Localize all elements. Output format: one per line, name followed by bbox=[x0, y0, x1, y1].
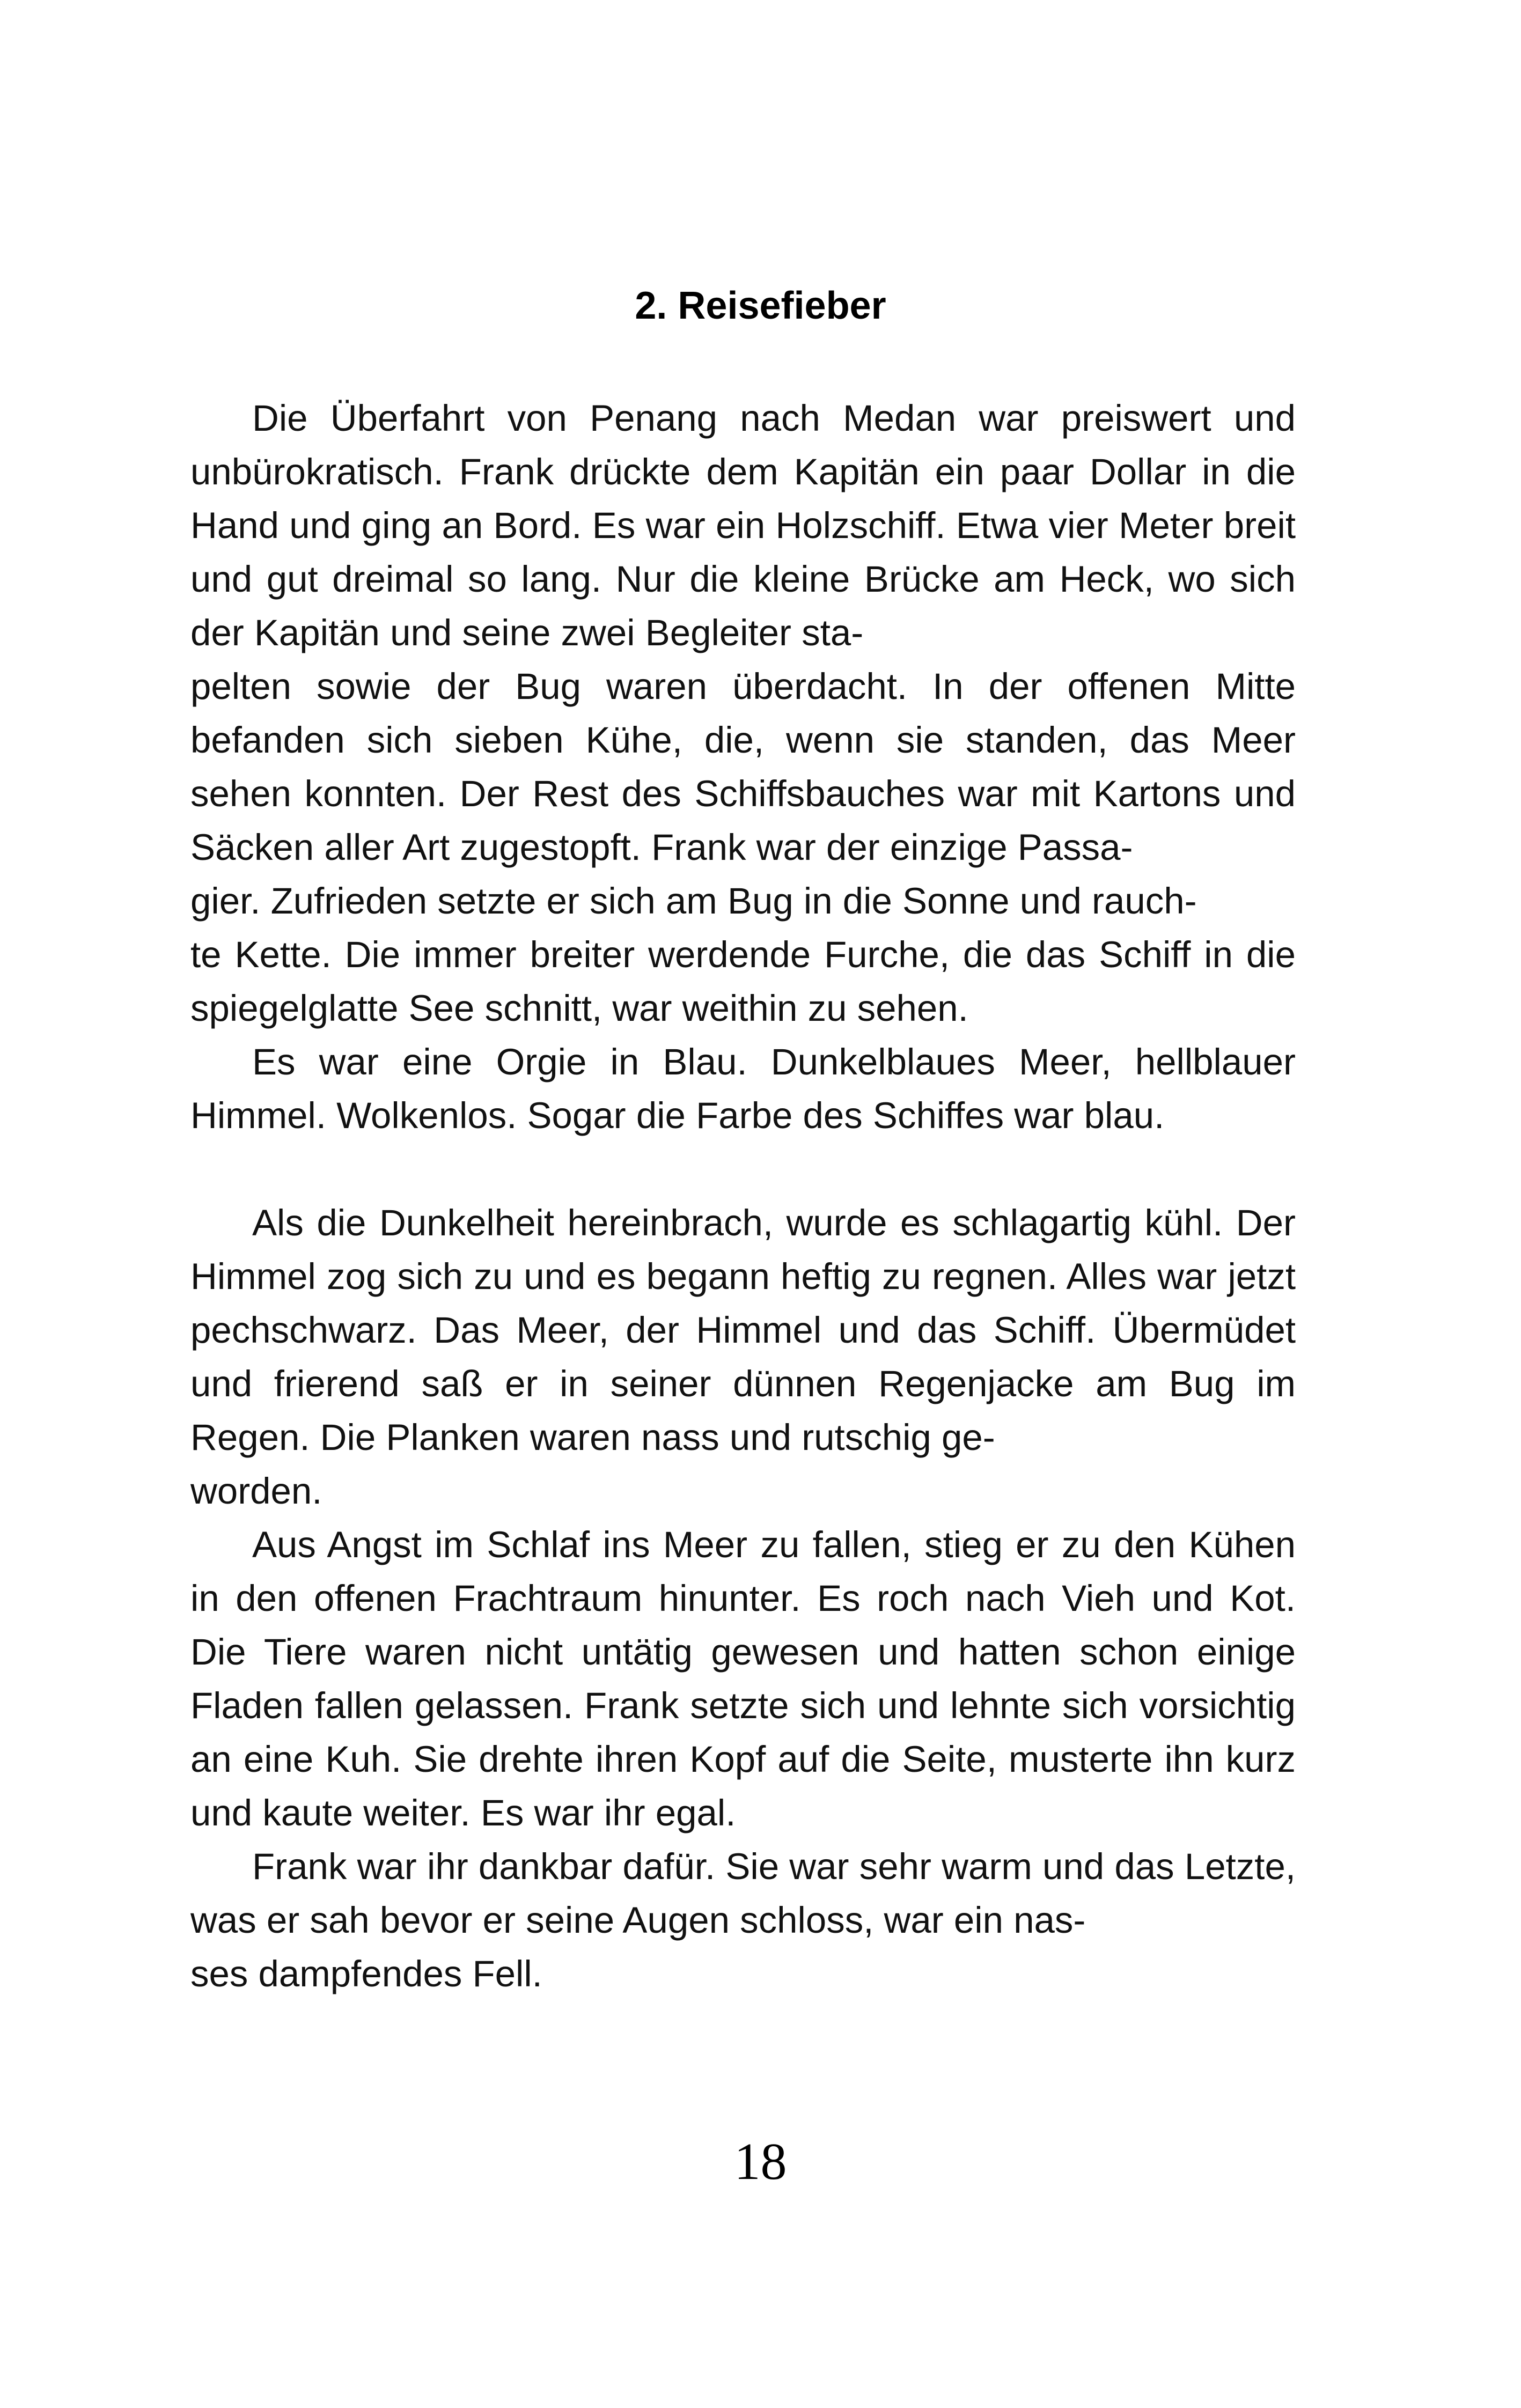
chapter-title: 2. Reisefieber bbox=[635, 284, 886, 327]
paragraph: Die Überfahrt von Penang nach Medan war preiswert und unbürokratisch. Frank drückte dem Kapitän ein paar Dollar in die Hand und ging an Bord. Es war ein Holzschiff. Etwa vier Meter breit und gut dreimal so lang. Nur die kleine Brücke am Heck, wo sich der Kapitän und seine zwei Begleiter sta- pelten sowie der Bug waren überdacht. In der offenen Mitte befanden sich sieben Kühe, die, wenn sie standen, das Meer sehen konnten. Der Rest des Schiffsbauches war mit Kartons und Säcken aller Art zugestopft. Frank war der einzige Passa- gier. Zufrieden setzte er sich am Bug in die Sonne und rauch- te Kette. Die immer breiter werdende Furche, die das Schiff in die spiegelglatte See schnitt, war weithin zu sehen. bbox=[190, 397, 1296, 1029]
paragraph: Als die Dunkelheit hereinbrach, wurde es schlagartig kühl. Der Himmel zog sich zu und es begann heftig zu regnen. Alles war jetzt pechschwarz. Das Meer, der Himmel und das Schiff. Übermüdet und frierend saß er in seiner dünnen Regenjacke am Bug im Regen. Die Planken waren nass und rutschig ge- worden. bbox=[190, 1202, 1296, 1512]
chapter-body bbox=[190, 392, 1296, 2001]
paragraph: Frank war ihr dankbar dafür. Sie war sehr warm und das Letzte, was er sah bevor er seine Augen schloss, war ein nas- ses dampfendes Fell. bbox=[190, 1846, 1296, 1994]
paragraph: Aus Angst im Schlaf ins Meer zu fallen, stieg er zu den Kühen in den offenen Frachtraum hinunter. Es roch nach Vieh und Kot. Die Tiere waren nicht untätig gewesen und hatten schon einige Fladen fallen gelassen. Frank setzte sich und lehnte sich vorsichtig an eine Kuh. Sie drehte ihren Kopf auf die Seite, musterte ihn kurz und kaute weiter. Es war ihr egal. bbox=[190, 1524, 1296, 1833]
page-number: 18 bbox=[734, 2133, 787, 2191]
paragraph: Es war eine Orgie in Blau. Dunkelblaues Meer, hellblauer Himmel. Wolkenlos. Sogar die Farbe des Schiffes war blau. bbox=[190, 1041, 1296, 1136]
